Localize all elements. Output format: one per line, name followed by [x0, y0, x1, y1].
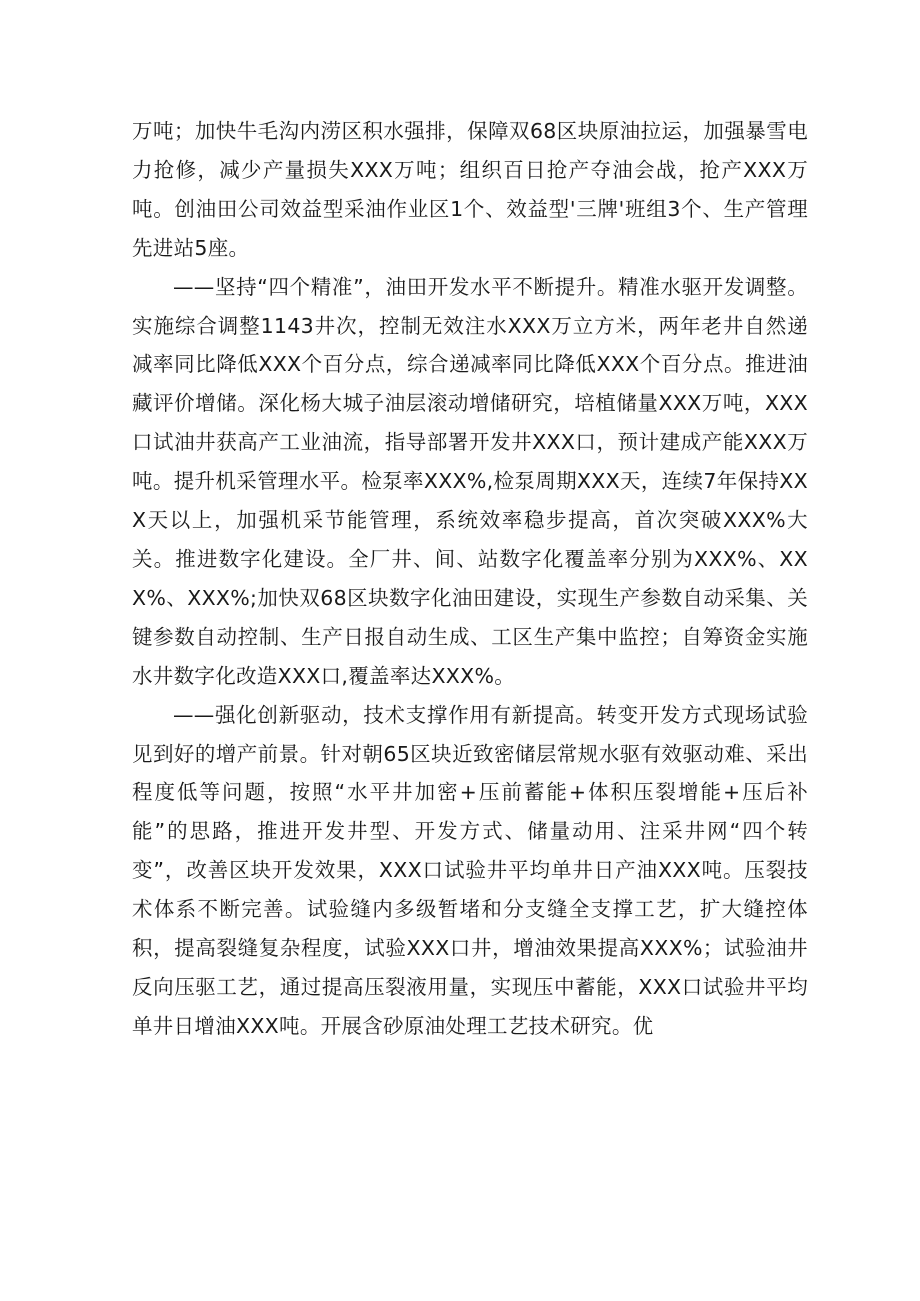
paragraph-continuation: 万吨；加快牛毛沟内涝区积水强排，保障双68区块原油拉运，加强暴雪电力抢修，减少产量损失XXX万吨；组织百日抢产夺油会战，抢产XXX万吨。创油田公司效益型采油作业区1个、效益型'三牌'班组3个、生产管理先进站5座。	[132, 119, 808, 260]
paragraph-innovation-drive: ——强化创新驱动，技术支撑作用有新提高。转变开发方式现场试验见到好的增产前景。针对朝65区块近致密储层常规水驱有效驱动难、采出程度低等问题，按照“水平井加密+压前蓄能+体积压裂增能+压后补能”的思路，推进开发井型、开发方式、储量动用、注采井网“四个转变”，改善区块开发效果，XXX口试验井平均单井日产油XXX吨。压裂技术体系不断完善。试验缝内多级暂堵和分支缝全支撑工艺，扩大缝控体积，提高裂缝复杂程度，试验XXX口井，增油效果提高XXX%；试验油井反向压驱工艺，通过提高压裂液用量，实现压中蓄能，XXX口试验井平均单井日增油XXX吨。开展含砂原油处理工艺技术研究。优	[132, 702, 808, 1038]
paragraph-four-precision: ——坚持“四个精准”，油田开发水平不断提升。精准水驱开发调整。实施综合调整1143井次，控制无效注水XXX万立方米，两年老井自然递减率同比降低XXX个百分点，综合递减率同比降低XXX个百分点。推进油藏评价增储。深化杨大城子油层滚动增储研究，培植储量XXX万吨，XXX口试油井获高产工业油流，指导部署开发井XXX口，预计建成产能XXX万吨。提升机采管理水平。检泵率XXX%,检泵周期XXX天，连续7年保持XXX天以上，加强机采节能管理，系统效率稳步提高，首次突破XXX%大关。推进数字化建设。全厂井、间、站数字化覆盖率分别为XXX%、XXX%、XXX%;加快双68区块数字化油田建设，实现生产参数自动采集、关键参数自动控制、生产日报自动生成、工区生产集中监控；自筹资金实施水井数字化改造XXX口,覆盖率达XXX%。	[132, 274, 808, 688]
document-body	[132, 112, 808, 1046]
